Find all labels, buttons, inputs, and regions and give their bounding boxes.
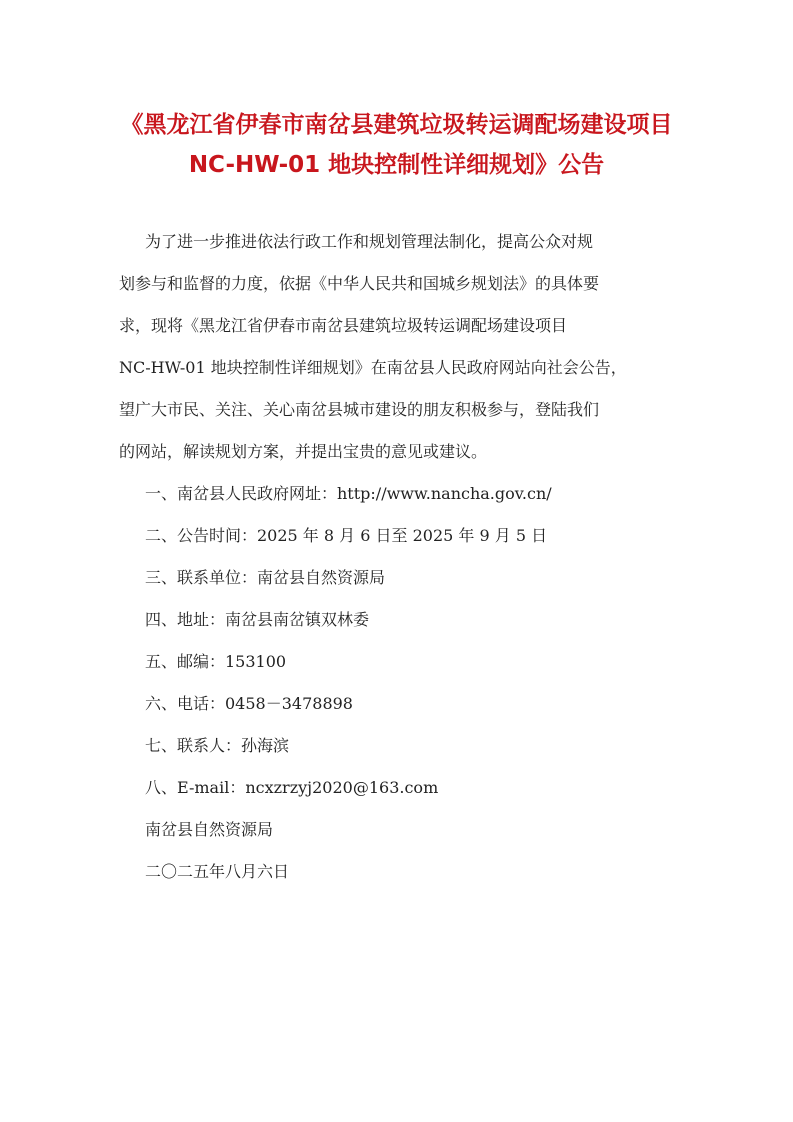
- paragraph-line: 为了进一步推进依法行政工作和规划管理法制化，提高公众对规: [145, 232, 594, 251]
- paragraph-line: NC-HW-01 地块控制性详细规划》在南岔县人民政府网站向社会公告，: [119, 358, 627, 377]
- address-item: 四、地址：南岔县南岔镇双林委: [145, 610, 370, 629]
- website-item: 一、南岔县人民政府网址：http://www.nancha.gov.cn/: [145, 484, 552, 503]
- issuer-signature: 南岔县自然资源局: [145, 820, 274, 839]
- notice-title-line-2: NC-HW-01 地块控制性详细规划》公告: [188, 152, 605, 178]
- email-item: 八、E-mail：ncxzrzyj2020@163.com: [145, 778, 439, 797]
- paragraph-line: 的网站，解读规划方案，并提出宝贵的意见或建议。: [119, 442, 488, 461]
- phone-item: 六、电话：0458－3478898: [145, 694, 353, 713]
- contact-person-item: 七、联系人：孙海滨: [145, 736, 290, 755]
- issue-date: 二〇二五年八月六日: [145, 862, 290, 881]
- paragraph-line: 望广大市民、关注、关心南岔县城市建设的朋友积极参与，登陆我们: [119, 400, 600, 419]
- notice-period-item: 二、公告时间：2025 年 8 月 6 日至 2025 年 9 月 5 日: [145, 526, 548, 545]
- notice-title-line-1: 《黑龙江省伊春市南岔县建筑垃圾转运调配场建设项目: [120, 112, 673, 138]
- paragraph-line: 划参与和监督的力度，依据《中华人民共和国城乡规划法》的具体要: [119, 274, 600, 293]
- contact-unit-item: 三、联系单位：南岔县自然资源局: [145, 568, 386, 587]
- postcode-item: 五、邮编：153100: [145, 652, 287, 671]
- paragraph-line: 求，现将《黑龙江省伊春市南岔县建筑垃圾转运调配场建设项目: [119, 316, 568, 335]
